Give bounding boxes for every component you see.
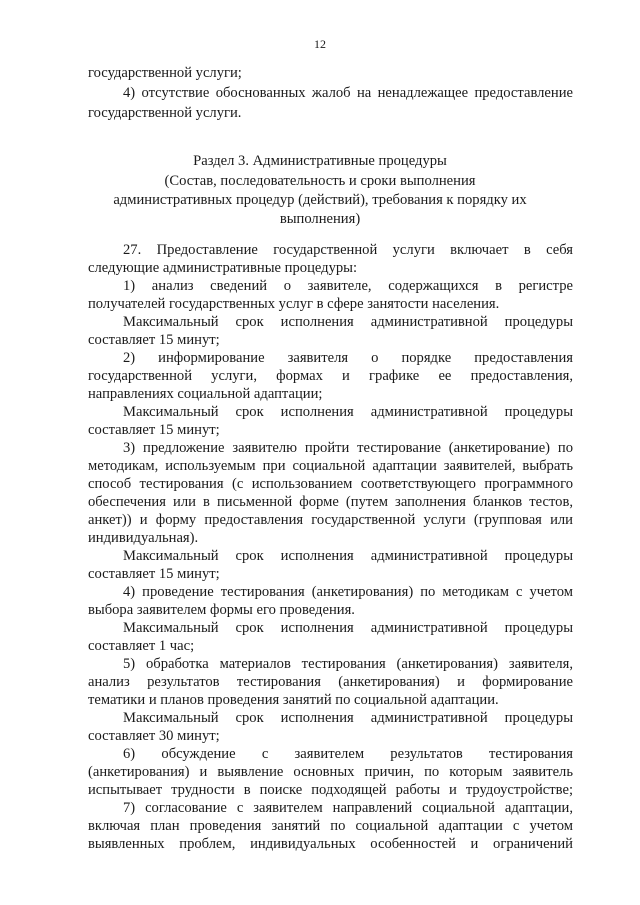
text-line: анкет)) и форму предоставления государственной услуги (групповая или: [88, 512, 573, 528]
text-line: выбора заявителем формы его проведения.: [88, 602, 355, 618]
text-line: 5) обработка материалов тестирования (анкетирования) заявителя,: [123, 656, 573, 672]
text-line: 2) информирование заявителя о порядке предоставления: [123, 350, 573, 366]
text-line: составляет 1 час;: [88, 638, 195, 654]
text-line: получателей государственных услуг в сфере занятости населения.: [88, 296, 500, 312]
text-line: 4) проведение тестирования (анкетирования) по методикам с учетом: [123, 584, 573, 600]
text-line: выявленных проблем, индивидуальных особенностей и ограничений: [88, 836, 573, 852]
text-line: следующие административные процедуры:: [88, 260, 358, 276]
text-line: составляет 15 минут;: [88, 422, 220, 438]
text-line: включая план проведения занятий по социальной адаптации с учетом: [88, 818, 573, 834]
text-line: государственной услуги, формах и графике ее предоставления,: [88, 368, 573, 384]
text-line: Максимальный срок исполнения административной процедуры: [123, 314, 573, 330]
page-number: 12: [314, 37, 326, 51]
text-line: способ тестирования (с использованием соответствующего программного: [88, 476, 573, 492]
text-line: Максимальный срок исполнения административной процедуры: [123, 548, 573, 564]
text-line: тематики и планов проведения занятий по социальной адаптации.: [88, 692, 499, 708]
text-line: составляет 15 минут;: [88, 332, 220, 348]
text-line: составляет 30 минут;: [88, 728, 220, 744]
text-line: 7) согласование с заявителем направлений социальной адаптации,: [123, 800, 573, 816]
text-line: направлениях социальной адаптации;: [88, 386, 323, 402]
text-line: Максимальный срок исполнения административной процедуры: [123, 404, 573, 420]
text-line: Максимальный срок исполнения административной процедуры: [123, 620, 573, 636]
text-line: 27. Предоставление государственной услуги включает в себя: [123, 242, 573, 258]
text-line: индивидуальная).: [88, 530, 199, 546]
text-line: составляет 15 минут;: [88, 566, 220, 582]
text-line: обеспечения или в письменной форме (путем заполнения бланков тестов,: [88, 494, 573, 510]
text-line: 6) обсуждение с заявителем результатов тестирования: [123, 746, 573, 762]
text-line: государственной услуги;: [88, 65, 242, 81]
text-line: испытывает трудности в поиске подходящей работы и трудоустройстве;: [88, 782, 573, 798]
section-subtitle-line: выполнения): [279, 211, 361, 227]
section-title: Раздел 3. Административные процедуры: [193, 153, 447, 169]
text-line: 3) предложение заявителю пройти тестирование (анкетирование) по: [123, 440, 573, 456]
section-subtitle-line: (Состав, последовательность и сроки выполнения: [164, 173, 476, 189]
section-subtitle-line: административных процедур (действий), требования к порядку их: [113, 192, 527, 208]
text-line: (анкетирования) и выявление основных причин, по которым заявитель: [88, 764, 573, 780]
text-line: 4) отсутствие обоснованных жалоб на ненадлежащее предоставление: [123, 85, 573, 101]
text-line: 1) анализ сведений о заявителе, содержащихся в регистре: [123, 278, 573, 294]
text-line: методикам, используемым при социальной адаптации заявителей, выбрать: [88, 458, 573, 474]
text-line: анализ результатов тестирования (анкетирования) и формирование: [88, 674, 573, 690]
text-line: государственной услуги.: [88, 105, 242, 121]
text-line: Максимальный срок исполнения административной процедуры: [123, 710, 573, 726]
